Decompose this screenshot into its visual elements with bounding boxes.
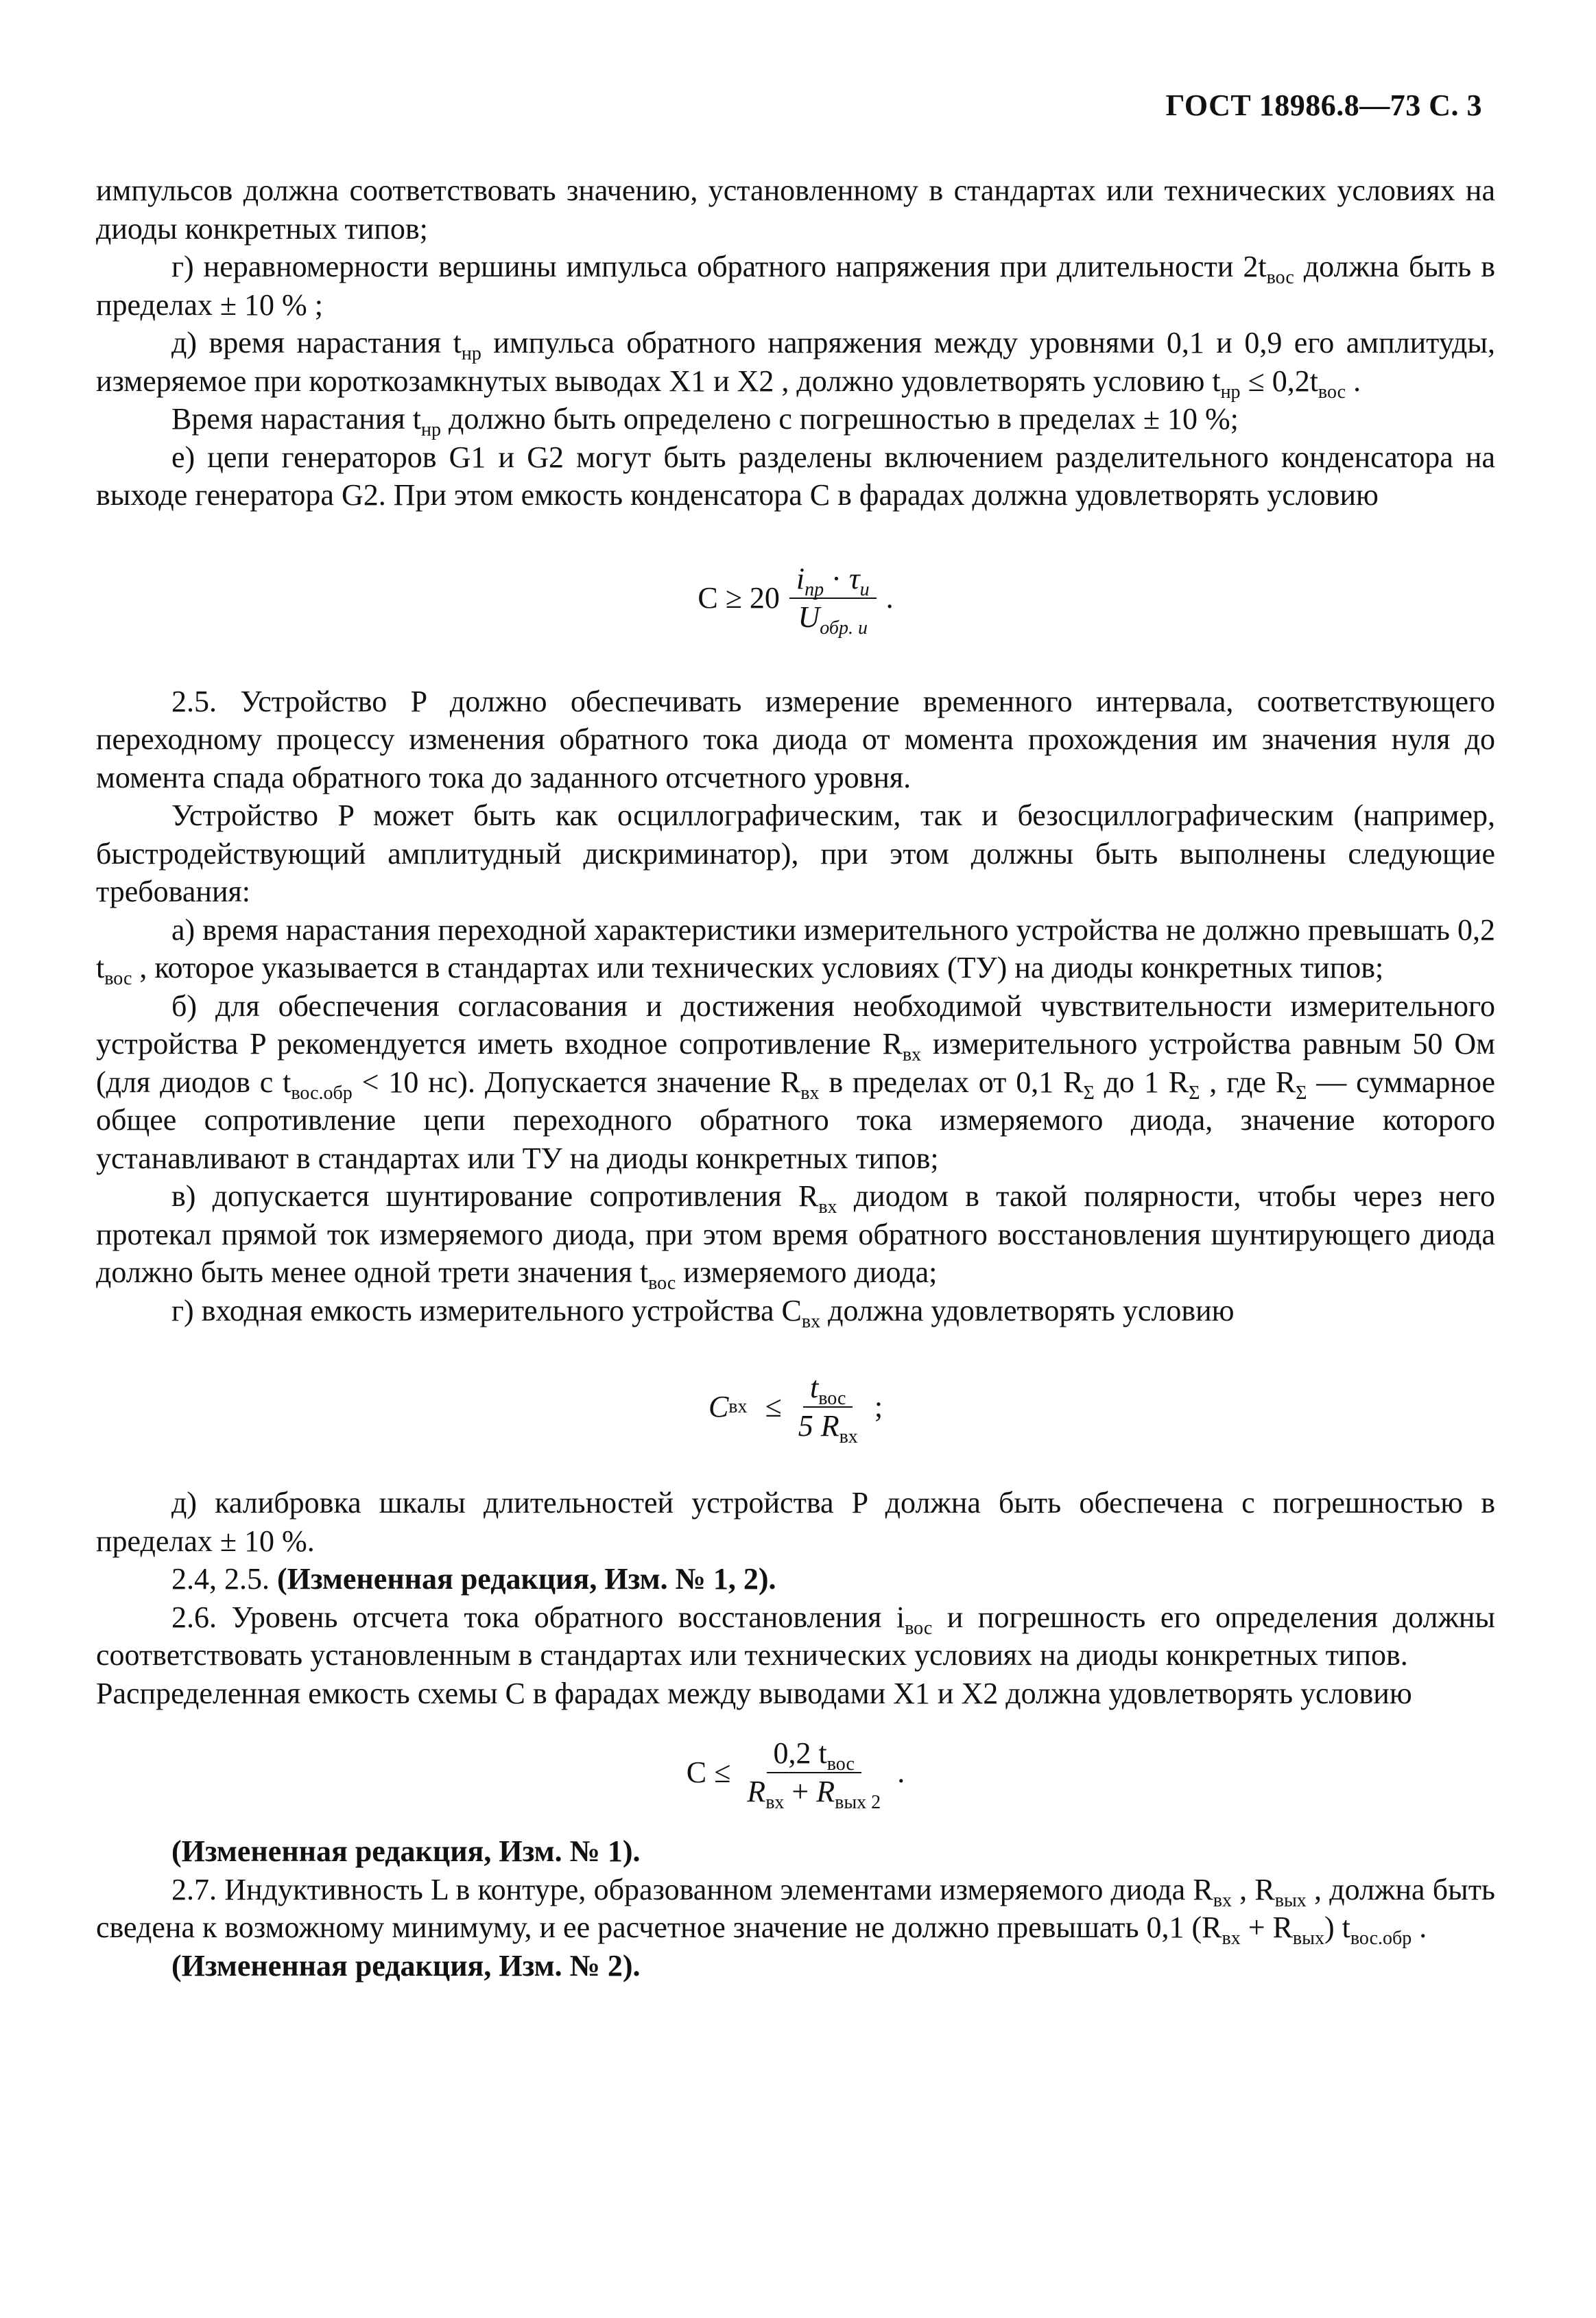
- formula-capacitor-min: C ≥ 20 $\frac{i_{пр} \cdot \tau_и}{U_{обр. и}}$ .: [698, 562, 894, 639]
- paragraph-a: а) время нарастания переходной характеристики измерительного устройства не должно превышать 0,2 $t_{вос}$ , которое указывается в стандартах или технических условиях (ТУ) на диоды конкретных типов;: [96, 912, 1495, 989]
- paragraph-2-7: 2.7. Индуктивность L в контуре, образованном элементами измеряемого диода $R_{вх}$ , $R_{вых}$ , должна быть сведена к возможному минимуму, и ее расчетное значение не должно превышать 0,1 $(R_{вх} + R_{вых})$ $t_{вос.обр}$ .: [96, 1872, 1495, 1949]
- formula-fraction: $\frac{i_{пр} \cdot \tau_и}{U_{обр. и}}$: [789, 562, 877, 635]
- paragraph-e: е) цепи генераторов G1 и G2 могут быть разделены включением разделительного конденсатора на выходе генератора G2. При этом емкость конденсатора C в фарадах должна удовлетворять условию: [96, 440, 1495, 512]
- paragraph-continuation: импульсов должна соответствовать значению, установленному в стандартах или технических условиях на диоды конкретных типов;: [96, 174, 1495, 246]
- paragraph-revision-2: (Измененная редакция, Изм. № 2).: [171, 1948, 641, 1983]
- paragraph-revision-1-2: 2.4, 2.5. (Измененная редакция, Изм. № 1, 2).: [171, 1562, 776, 1596]
- paragraph-d: д) время нарастания $t_{нр}$ импульса обратного напряжения между уровнями 0,1 и 0,9 его амплитуды, измеряемое при короткозамкнутых выводах X1 и X2 , должно удовлетворять условию $t_{нр} \le 0,2t_{вос}$ .: [96, 326, 1495, 403]
- formula-fraction: $\frac{0,2 t_{вос}}{R_{вх} + R_{вых 2}}$: [747, 1736, 881, 1813]
- paragraph-revision-1: (Измененная редакция, Изм. № 1).: [171, 1834, 641, 1868]
- paragraph-2-5: 2.5. Устройство P должно обеспечивать измерение временного интервала, соответствующего переходному процессу изменения обратного тока диода от момента прохождения им значения нуля до момента спада обратного тока до заданного отсчетного уровня.: [96, 684, 1495, 794]
- paragraph-device: Устройство P может быть как осциллографическим, так и безосциллографическим (например, быстродействующий амплитудный дискриминатор), при этом должны быть выполнены следующие требования:: [96, 799, 1495, 908]
- paragraph-2-6: 2.6. Уровень отсчета тока обратного восстановления $i_{вос}$ и погрешность его определения должны соответствовать установленным в стандартах или технических условиях на диоды конкретных типов.: [96, 1600, 1495, 1672]
- paragraph-distributed-capacitance: Распределенная емкость схемы C в фарадах между выводами X1 и X2 должна удовлетворять условию: [96, 1676, 1412, 1710]
- paragraph-calibration: д) калибровка шкалы длительностей устройства P должна быть обеспечена с погрешностью в пределах ± 10 %.: [96, 1486, 1495, 1558]
- paragraph-v: в) допускается шунтирование сопротивления $R_{вх}$ диодом в такой полярности, чтобы через него протекал прямой ток измеряемого диода, при этом время обратного восстановления шунтирующего диода должно быть менее одной трети значения $t_{вос}$ измеряемого диода;: [96, 1179, 1495, 1294]
- formula-distributed-capacitance: C ≤ $\frac{0,2 t_{вос}}{R_{вх} + R_{вых 2}}$ .: [686, 1736, 905, 1813]
- paragraph-b: б) для обеспечения согласования и достижения необходимой чувствительности измерительного устройства P рекомендуется иметь входное сопротивление $R_{вх}$ измерительного устройства равным 50 Ом (для диодов с $t_{вос.обр} < 10$ нс). Допускается значение $R_{вх}$ в пределах от 0,1 $R_\Sigma$ до 1 $R_\Sigma$ , где $R_\Sigma$ — суммарное общее сопротивление цепи переходного обратного тока измеряемого диода, значение которого устанавливают в стандартах или ТУ на диоды конкретных типов;: [96, 989, 1496, 1175]
- paragraph-g2: г) входная емкость измерительного устройства $C_{вх}$ должна удовлетворять условию: [171, 1293, 1235, 1332]
- paragraph-g: г) неравномерности вершины импульса обратного напряжения при длительности $2t_{вос}$ должна быть в пределах ± 10 % ;: [96, 250, 1495, 322]
- document-body: [96, 172, 1495, 1985]
- page-header: ГОСТ 18986.8—73 С. 3: [1165, 88, 1482, 122]
- formula-input-capacitance: C вх ≤ $\frac{t_{вос}}{5 R_{вх}}$ ;: [708, 1370, 883, 1447]
- paragraph-rise-time: Время нарастания $t_{нр}$ должно быть определено с погрешностью в пределах ± 10 %;: [171, 402, 1239, 440]
- formula-fraction: $\frac{t_{вос}}{5 R_{вх}}$: [798, 1370, 858, 1447]
